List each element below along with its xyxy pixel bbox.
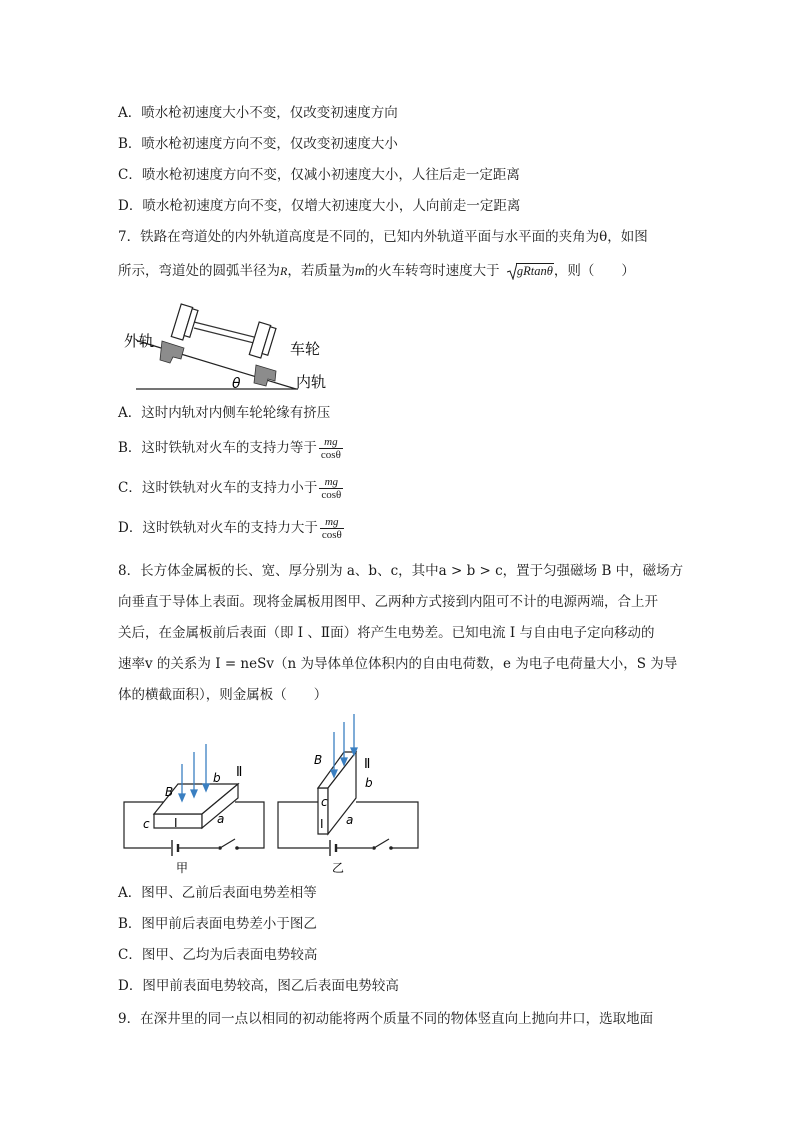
q8-stem-line2: 向垂直于导体上表面。现将金属板用图甲、乙两种方式接到内阻可不计的电源两端，合上开 [118, 594, 658, 610]
fraction-numerator: mg [325, 516, 339, 528]
fraction-denominator: cosθ [321, 489, 342, 501]
label-c-thickness: c [143, 817, 150, 831]
switch-icon [374, 839, 389, 848]
q7-option-c-fraction [319, 476, 343, 501]
q8-stem-line1: 8．长方体金属板的长、宽、厚分别为 a、b、c，其中a > b > c，置于匀强磁场 B 中，磁场方 [118, 563, 684, 579]
q7-stem-text-b: ，若质量为 [287, 263, 355, 279]
label-face-ii: Ⅱ [236, 765, 243, 780]
q8-option-b: B．图甲前后表面电势差小于图乙 [118, 916, 317, 932]
q7-option-c-text: C．这时铁轨对火车的支持力小于 [118, 480, 318, 496]
caption-yi: 乙 [332, 861, 345, 875]
sqrt-sign-icon [507, 262, 517, 280]
q9-stem-line1: 9．在深井里的同一点以相同的初动能将两个质量不同的物体竖直向上抛向井口，选取地面 [118, 1011, 654, 1027]
q6-option-b: B．喷水枪初速度方向不变，仅改变初速度大小 [118, 136, 398, 152]
q8-figure-yi [276, 712, 426, 878]
q7-option-d-fraction [320, 516, 344, 541]
q8-option-d: D．图甲前表面电势较高，图乙后表面电势较高 [118, 978, 399, 994]
caption-jia: 甲 [176, 861, 189, 875]
q8-stem-line3: 关后，在金属板前后表面（即 Ⅰ 、Ⅱ面）将产生电势差。已知电流 I 与自由电子定向移动的 [118, 625, 655, 641]
q8-option-c: C．图甲、乙均为后表面电势较高 [118, 947, 318, 963]
q7-sqrt [507, 262, 554, 280]
q7-option-b [118, 436, 343, 461]
q7-stem-text-a: 所示，弯道处的圆弧半径为 [118, 263, 280, 279]
label-face-i: Ⅰ [320, 817, 324, 831]
fraction-denominator: cosθ [320, 449, 341, 461]
q7-var-m: m [354, 263, 365, 278]
q8-stem-line4: 速率v 的关系为 I = neSv（n 为导体单位体积内的自由电荷数，e 为电子电荷量大小，S 为导 [118, 656, 678, 672]
q7-stem-text-d: ，则（ ） [553, 263, 635, 279]
q6-option-c: C．喷水枪初速度方向不变，仅减小初速度大小，人往后走一定距离 [118, 167, 520, 183]
q8-stem-line5: 体的横截面积），则金属板（ ） [118, 687, 328, 703]
q6-option-a: A．喷水枪初速度大小不变，仅改变初速度方向 [118, 105, 398, 121]
label-a-length: a [346, 813, 354, 827]
label-wheel: 车轮 [290, 340, 321, 358]
q7-option-d [118, 516, 344, 541]
fraction-numerator: mg [324, 436, 338, 448]
label-face-i: Ⅰ [174, 816, 178, 830]
label-face-ii: Ⅱ [364, 757, 371, 772]
q6-option-d: D．喷水枪初速度方向不变，仅增大初速度大小，人向前走一定距离 [118, 198, 521, 214]
q7-sqrt-expression: gRtanθ [516, 264, 553, 278]
q7-option-a: A．这时内轨对内侧车轮轮缘有挤压 [118, 405, 331, 421]
fraction-denominator: cosθ [321, 529, 342, 541]
fraction-numerator: mg [324, 476, 339, 488]
q7-option-d-text: D．这时铁轨对火车的支持力大于 [118, 520, 318, 536]
q7-var-r: R [280, 264, 288, 278]
q8-figure-jia [118, 738, 273, 878]
label-outer-rail: 外轨 [124, 332, 155, 350]
q7-stem-line1: 7．铁路在弯道处的内外轨道高度是不同的，已知内外轨道平面与水平面的夹角为θ，如图 [118, 229, 648, 245]
switch-icon [220, 839, 235, 848]
outer-wheel [160, 304, 198, 363]
label-c-thickness: c [321, 795, 328, 809]
q7-rail-figure [118, 293, 348, 393]
label-theta: θ [232, 376, 241, 392]
label-b-width: b [213, 771, 221, 785]
q7-stem-text-c: 的火车转弯时速度大于 [364, 263, 500, 279]
label-b-field: B [314, 753, 323, 767]
q8-option-a: A．图甲、乙前后表面电势差相等 [118, 885, 317, 901]
q7-stem-line2 [118, 262, 635, 280]
q7-option-b-fraction [319, 436, 343, 461]
label-b-width: b [365, 776, 373, 790]
label-inner-rail: 内轨 [296, 373, 327, 391]
label-b-field: B [165, 785, 174, 799]
q7-option-c [118, 476, 343, 501]
label-a-length: a [217, 812, 225, 826]
q7-option-b-text: B．这时铁轨对火车的支持力等于 [118, 440, 317, 456]
